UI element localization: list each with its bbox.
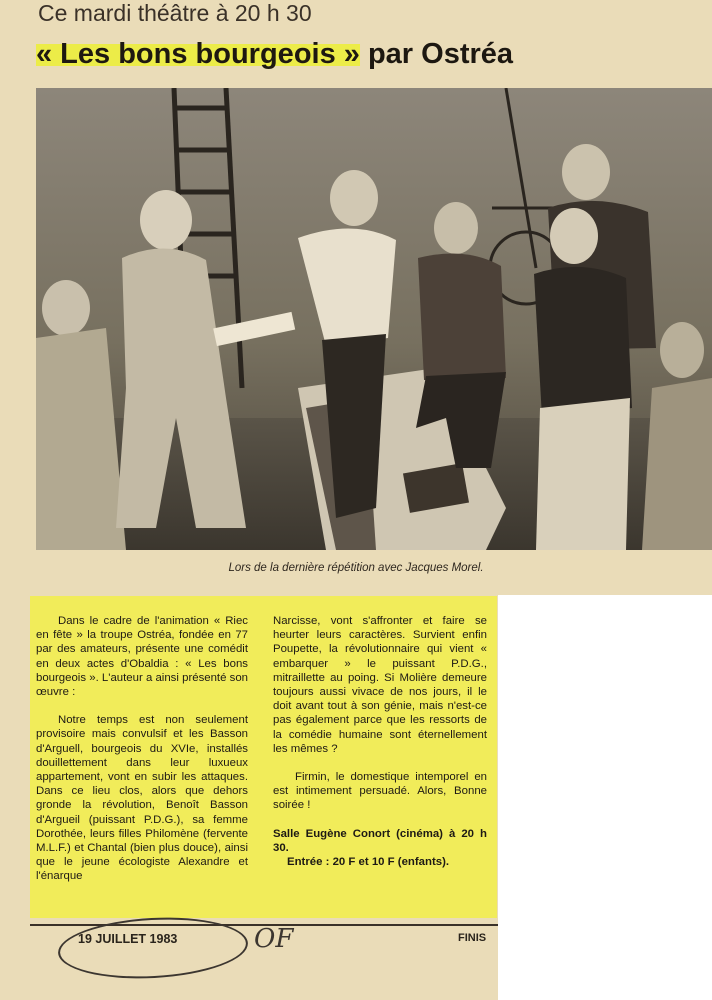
headline-highlighted: « Les bons bourgeois » (36, 38, 360, 70)
paragraph: Narcisse, vont s'affronter et faire se heurter leurs caractères. Survient enfin Poupette, la révolutionnaire qui vient « embarquer » le puissant P.D.G., mitraillette au poing. Si Molière demeure toujours aussi vivace de nos jours, il le doit avant tout à son génie, mais n'est-ce pas également parce que les ressorts de la comédie humaine sont éternellement les mêmes ? (273, 615, 487, 755)
paragraph: Notre temps est non seulement provisoire mais convulsif et les Basson d'Arguell, bourgeois du XVIe, installés douillettement dans leur luxueux appartement, vont en subir les attaques. Dans ce lieu clos, alors que dehors gronde la révolution, Benoît Basson d'Argueil (puissant P.D.G.), sa femme Dorothée, leurs filles Philomène (fervente M.L.F.) et Chantal (bien plus douce), ainsi que le jeune écologiste Alexandre et l'énarque (36, 714, 248, 883)
kicker-line: Ce mardi théâtre à 20 h 30 (38, 0, 312, 26)
headline (36, 36, 696, 72)
blank-paper-area (498, 595, 712, 1000)
rehearsal-photo (36, 88, 712, 550)
article-column-2 (273, 614, 487, 869)
paragraph: Firmin, le domestique intemporel en est intimement persuadé. Alors, Bonne soirée ! (273, 771, 487, 812)
handwritten-note: OF (254, 924, 294, 954)
publication-date: 19 JUILLET 1983 (78, 932, 178, 946)
entry-price: Entrée : 20 F et 10 F (enfants). (287, 856, 450, 869)
photo-caption: Lors de la dernière répétition avec Jacques Morel. (228, 562, 484, 574)
finis-label: FINIS (458, 932, 487, 944)
paragraph: Dans le cadre de l'animation « Riec en fête » la troupe Ostréa, fondée en 77 par des amateurs, présente une comédit en deux actes d'Obaldia : « Les bons bourgeois ». L'auteur a ainsi présenté son œuvre : (36, 615, 248, 699)
venue-info: Salle Eugène Conort (cinéma) à 20 h 30. (273, 827, 487, 854)
headline-rest: par Ostréa (359, 38, 514, 70)
article-column-1 (36, 614, 248, 898)
